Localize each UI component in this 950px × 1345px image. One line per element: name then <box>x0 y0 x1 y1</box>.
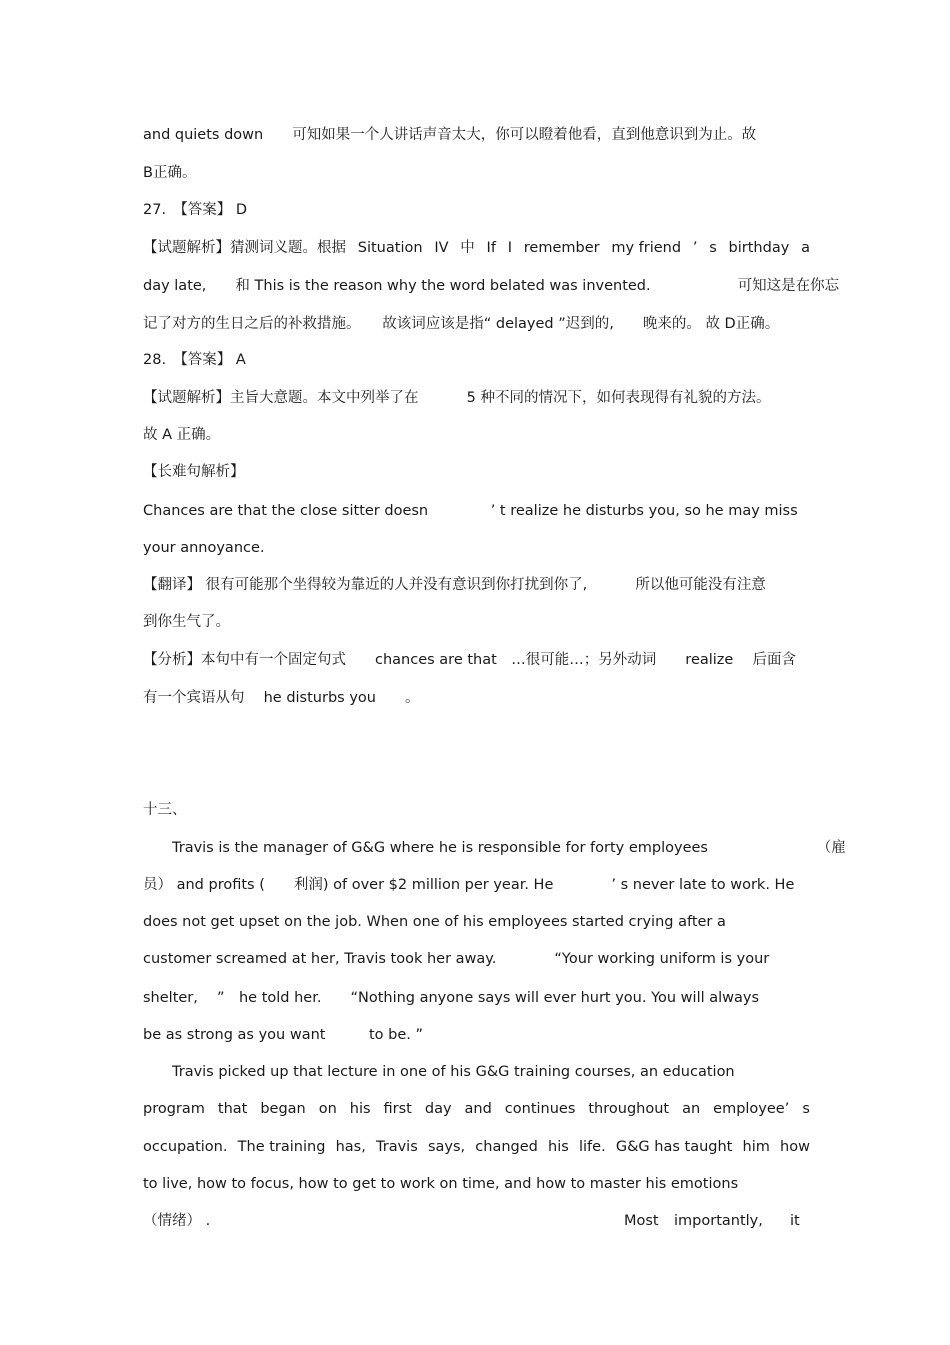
word: my friend <box>611 240 682 256</box>
word: program <box>143 1101 205 1117</box>
word: 中 <box>460 240 475 256</box>
word: began <box>260 1101 306 1117</box>
word: Travis <box>376 1139 418 1155</box>
word: The training <box>237 1139 326 1155</box>
passage-line: to live, how to focus, how to get to work on time, and how to master his emotions <box>143 1176 739 1192</box>
word: If <box>486 240 496 256</box>
word: occupation. <box>143 1139 228 1155</box>
passage-line: customer screamed at her, Travis took her away. “Your working uniform is your <box>143 951 770 967</box>
passage-line-start: （情绪） . <box>143 1213 211 1229</box>
word: importantly, <box>674 1213 763 1229</box>
text-line: 【分析】本句中有一个固定句式 chances are that …很可能…；另外动词 realize 后面含 <box>143 652 796 668</box>
word: 【试题解析】猜测词义题。根据 <box>143 240 346 256</box>
word: G&G has taught <box>615 1139 733 1155</box>
word: Situation <box>357 240 423 256</box>
text-line: 到你生气了。 <box>143 614 230 630</box>
word: I <box>507 240 512 256</box>
word: and <box>464 1101 492 1117</box>
text-line: 有一个宾语从句 he disturbs you 。 <box>143 690 420 706</box>
word: employee’ <box>713 1101 790 1117</box>
word: ’ <box>692 240 698 256</box>
text-line: 【翻译】 很有可能那个坐得较为靠近的人并没有意识到你打扰到你了, 所以他可能没有注意 <box>143 577 766 593</box>
passage-line: does not get upset on the job. When one of his employees started crying after a <box>143 914 726 930</box>
text-line: day late, 和 This is the reason why the word belated was invented. 可知这是在你忘 <box>143 278 840 294</box>
word: him <box>742 1139 770 1155</box>
word: a <box>801 240 810 256</box>
section-number: 十三、 <box>143 802 187 818</box>
word: IV <box>434 240 449 256</box>
word: first <box>383 1101 412 1117</box>
passage-line: Travis picked up that lecture in one of his G&G training courses, an education <box>172 1064 735 1080</box>
word: remember <box>523 240 600 256</box>
passage-line: shelter, ” he told her. “Nothing anyone says will ever hurt you. You will always <box>143 990 760 1006</box>
word: s <box>802 1101 810 1117</box>
word: his <box>548 1139 569 1155</box>
word: continues <box>504 1101 576 1117</box>
passage-line: Travis is the manager of G&G where he is responsible for forty employees （雇 <box>172 840 846 856</box>
word: birthday <box>728 240 790 256</box>
answer-28: 28. 【答案】 A <box>143 352 246 368</box>
word: says, <box>427 1139 466 1155</box>
section-heading: 【长难句解析】 <box>143 464 245 480</box>
word: his <box>349 1101 371 1117</box>
answer-27: 27. 【答案】 D <box>143 202 248 218</box>
word: throughout <box>588 1101 670 1117</box>
justified-passage-line <box>143 1137 810 1157</box>
word: on <box>318 1101 337 1117</box>
word: s <box>709 240 717 256</box>
word: that <box>217 1101 248 1117</box>
text-line: B正确。 <box>143 165 197 181</box>
passage-line: 员） and profits ( 利润) of over $2 million per year. He ’ s never late to work. He <box>143 877 795 893</box>
word: Most <box>624 1213 659 1229</box>
text-line: and quiets down 可知如果一个人讲话声音太大，你可以瞪着他看，直到他意识到为止。故 <box>143 127 757 143</box>
word: life. <box>579 1139 606 1155</box>
word: day <box>424 1101 452 1117</box>
justified-line-27-analysis <box>143 238 810 258</box>
text-line: 【试题解析】主旨大意题。本文中列举了在 5 种不同的情况下，如何表现得有礼貌的方法。 <box>143 390 771 406</box>
text-line: 记了对方的生日之后的补救措施。 故该词应该是指“ delayed ”迟到的, 晚来的。 故 D正确。 <box>143 316 780 332</box>
word: how <box>780 1139 810 1155</box>
word: it <box>790 1213 800 1229</box>
word: has, <box>335 1139 366 1155</box>
text-line: your annoyance. <box>143 540 265 556</box>
text-line: Chances are that the close sitter doesn ’ t realize he disturbs you, so he may miss <box>143 503 798 519</box>
word: an <box>682 1101 701 1117</box>
word: changed <box>475 1139 538 1155</box>
justified-passage-line <box>143 1099 810 1119</box>
text-line: 故 A 正确。 <box>143 427 221 443</box>
passage-line: be as strong as you want to be. ” <box>143 1027 423 1043</box>
